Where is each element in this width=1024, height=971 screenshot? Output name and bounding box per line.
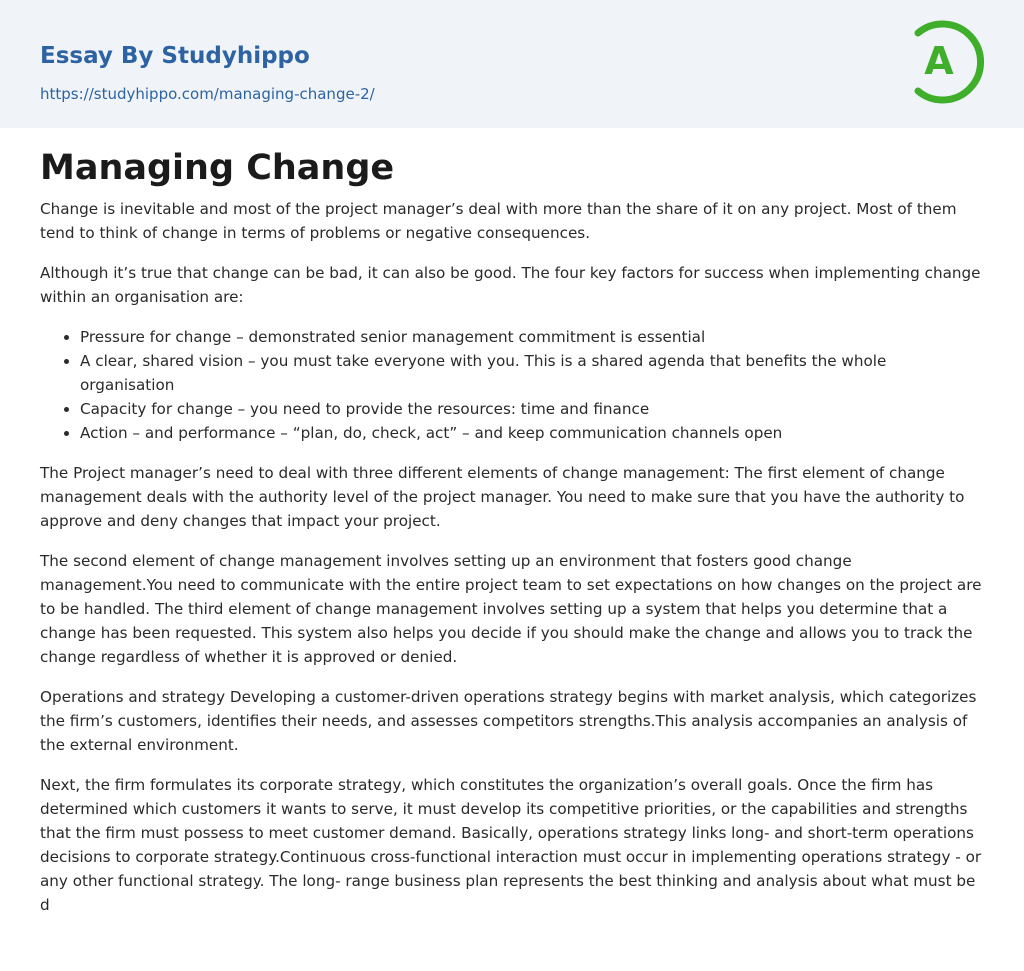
essay-url-link[interactable]: https://studyhippo.com/managing-change-2/ [40, 85, 375, 103]
success-factors-list [40, 325, 984, 445]
body-paragraph-3: Operations and strategy Developing a customer-driven operations strategy begins with market analysis, which categorizes the firm’s customers, identifies their needs, and assesses competitors strengths.This analysis accompanies an analysis of the external environment. [40, 688, 977, 754]
body-paragraph-1: The Project manager’s need to deal with three different elements of change management: The first element of change management deals with the authority level of the project manager. You need to make sure that you have the authority to approve and deny changes that impact your project. [40, 464, 965, 530]
list-item: • Action – and performance – “plan, do, check, act” – and keep communication channels open [80, 421, 984, 445]
list-item: • Capacity for change – you need to provide the resources: time and finance [80, 397, 984, 421]
list-item: • Pressure for change – demonstrated senior management commitment is essential [80, 325, 984, 349]
studyhippo-logo-icon[interactable] [906, 18, 990, 106]
essay-title: Managing Change [40, 148, 395, 188]
body-paragraph-4: Next, the firm formulates its corporate strategy, which constitutes the organization’s overall goals. Once the firm has determined which customers it wants to serve, it must develop its competitive priorities, or the capabilities and strengths that the firm must possess to meet customer demand. Basically, operations strategy links long- and short-term operations decisions to corporate strategy.Continuous cross-functional interaction must occur in implementing operations strategy - or any other functional strategy. The long- range business plan represents the best thinking and analysis about what must be d [40, 776, 982, 914]
essay-content [40, 144, 984, 933]
site-brand[interactable]: Essay By Studyhippo [40, 43, 310, 69]
intro-paragraph-2: Although it’s true that change can be bad, it can also be good. The four key factors for success when implementing change within an organisation are: [40, 264, 981, 306]
logo-letter: A [924, 39, 954, 83]
intro-paragraph-1: Change is inevitable and most of the project manager’s deal with more than the share of it on any project. Most of them tend to think of change in terms of problems or negative consequences. [40, 200, 957, 242]
site-header [0, 0, 1024, 128]
body-paragraph-2: The second element of change management involves setting up an environment that fosters good change management.You need to communicate with the entire project team to set expectations on how changes on the project are to be handled. The third element of change management involves setting up a system that helps you determine that a change has been requested. This system also helps you decide if you should make the change and allows you to track the change regardless of whether it is approved or denied. [40, 552, 982, 666]
list-item: • A clear, shared vision – you must take everyone with you. This is a shared agenda that benefits the whole organisation [80, 349, 984, 397]
